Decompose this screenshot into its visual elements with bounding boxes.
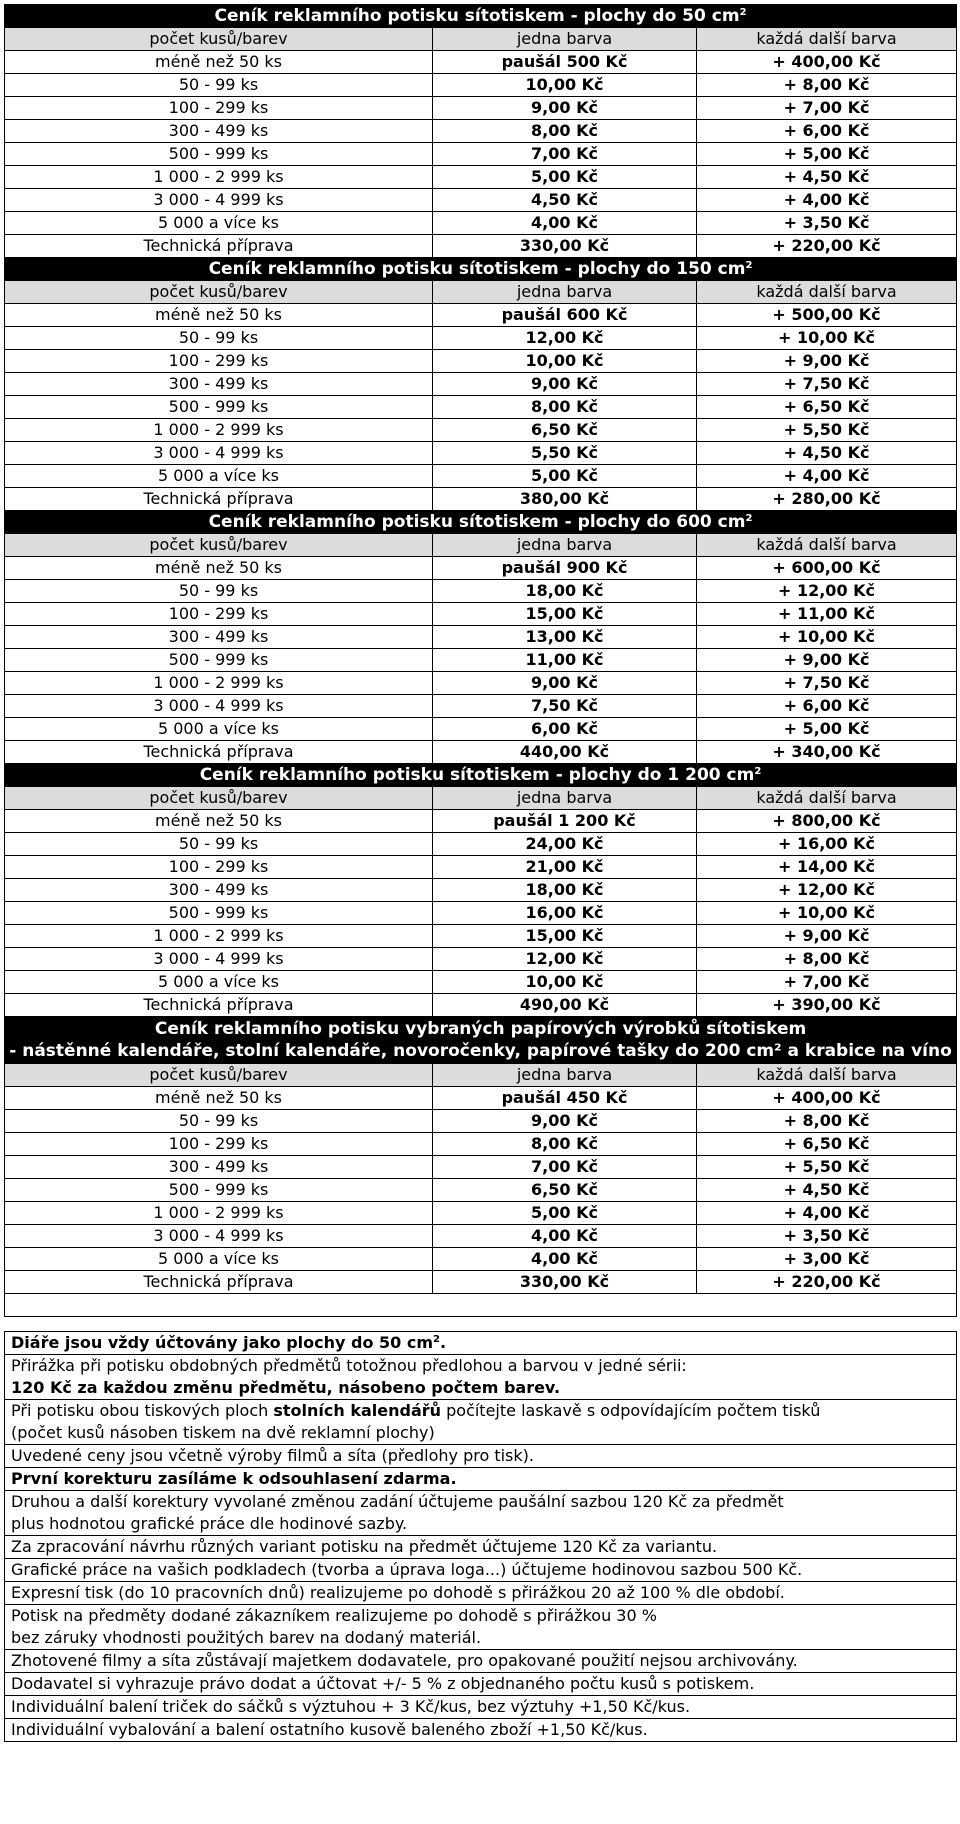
one-color-price-cell: 6,00 Kč	[433, 718, 697, 741]
column-header: jedna barva	[433, 787, 697, 810]
extra-color-price-cell: + 10,00 Kč	[697, 626, 957, 649]
note-text: Za zpracování návrhu různých variant potisku na předmět účtujeme 120 Kč za variantu.	[11, 1537, 718, 1556]
section-title	[5, 1017, 957, 1064]
note-text: Dodavatel si vyhrazuje právo dodat a účtovat +/- 5 % z objednaného počtu kusů s potiskem.	[11, 1674, 755, 1693]
extra-color-price-cell: + 4,50 Kč	[697, 442, 957, 465]
column-header: počet kusů/barev	[5, 281, 433, 304]
table-row	[5, 488, 957, 511]
table-row	[5, 718, 957, 741]
one-color-price-cell: 18,00 Kč	[433, 879, 697, 902]
one-color-price-cell: 10,00 Kč	[433, 74, 697, 97]
note	[5, 1355, 957, 1400]
one-color-price-cell: 440,00 Kč	[433, 741, 697, 764]
one-color-price-cell: 6,50 Kč	[433, 1179, 697, 1202]
table-row	[5, 626, 957, 649]
table-row	[5, 350, 957, 373]
one-color-price-cell: 8,00 Kč	[433, 1133, 697, 1156]
note-row	[5, 1536, 957, 1559]
table-row	[5, 166, 957, 189]
extra-color-price-cell: + 7,00 Kč	[697, 971, 957, 994]
note-text: bez záruky vhodnosti použitých barev na dodaný materiál.	[11, 1628, 482, 1647]
extra-color-price-cell: + 10,00 Kč	[697, 327, 957, 350]
column-header-row	[5, 28, 957, 51]
quantity-cell: 500 - 999 ks	[5, 902, 433, 925]
quantity-cell: Technická příprava	[5, 488, 433, 511]
note	[5, 1468, 957, 1491]
quantity-cell: 100 - 299 ks	[5, 856, 433, 879]
table-row	[5, 925, 957, 948]
extra-color-price-cell: + 400,00 Kč	[697, 51, 957, 74]
section-title	[5, 764, 957, 787]
extra-color-price-cell: + 4,00 Kč	[697, 465, 957, 488]
one-color-price-cell: 8,00 Kč	[433, 120, 697, 143]
column-header: každá další barva	[697, 787, 957, 810]
bold-text: 2	[433, 1334, 440, 1345]
note	[5, 1650, 957, 1673]
one-color-price-cell: paušál 500 Kč	[433, 51, 697, 74]
extra-color-price-cell: + 4,50 Kč	[697, 166, 957, 189]
one-color-price-cell: 330,00 Kč	[433, 1271, 697, 1294]
section-title-line: - nástěnné kalendáře, stolní kalendáře, novoročenky, papírové tašky do 200 cm² a krabice na víno	[9, 1041, 952, 1061]
section-title-row	[5, 511, 957, 534]
quantity-cell: 100 - 299 ks	[5, 97, 433, 120]
extra-color-price-cell: + 800,00 Kč	[697, 810, 957, 833]
table-row	[5, 465, 957, 488]
bold-text: První korekturu zasíláme k odsouhlasení zdarma.	[11, 1469, 457, 1488]
one-color-price-cell: 7,00 Kč	[433, 1156, 697, 1179]
column-header: každá další barva	[697, 534, 957, 557]
quantity-cell: méně než 50 ks	[5, 51, 433, 74]
one-color-price-cell: paušál 1 200 Kč	[433, 810, 697, 833]
section-title-row	[5, 5, 957, 28]
table-row	[5, 304, 957, 327]
table-row	[5, 580, 957, 603]
note	[5, 1445, 957, 1468]
extra-color-price-cell: + 5,00 Kč	[697, 143, 957, 166]
note-row	[5, 1582, 957, 1605]
note-text: plus hodnotou grafické práce dle hodinové sazby.	[11, 1514, 408, 1533]
one-color-price-cell: 380,00 Kč	[433, 488, 697, 511]
section-title	[5, 5, 957, 28]
note-text: Při potisku obou tiskových ploch	[11, 1401, 274, 1420]
superscript: 2	[745, 260, 753, 271]
extra-color-price-cell: + 4,50 Kč	[697, 1179, 957, 1202]
quantity-cell: 3 000 - 4 999 ks	[5, 442, 433, 465]
one-color-price-cell: 7,00 Kč	[433, 143, 697, 166]
quantity-cell: 50 - 99 ks	[5, 327, 433, 350]
quantity-cell: 1 000 - 2 999 ks	[5, 166, 433, 189]
note-text: (počet kusů násoben tiskem na dvě reklamní plochy)	[11, 1423, 435, 1442]
table-row	[5, 603, 957, 626]
quantity-cell: 1 000 - 2 999 ks	[5, 419, 433, 442]
quantity-cell: 100 - 299 ks	[5, 1133, 433, 1156]
note-line	[11, 1491, 956, 1513]
note-row	[5, 1696, 957, 1719]
one-color-price-cell: 5,00 Kč	[433, 465, 697, 488]
table-row	[5, 120, 957, 143]
table-row	[5, 902, 957, 925]
section-title-text: Ceník reklamního potisku sítotiskem - plochy do 50 cm	[214, 6, 740, 26]
extra-color-price-cell: + 340,00 Kč	[697, 741, 957, 764]
note-text: Individuální balení triček do sáčků s výztuhou + 3 Kč/kus, bez výztuhy +1,50 Kč/kus.	[11, 1697, 691, 1716]
extra-color-price-cell: + 4,00 Kč	[697, 189, 957, 212]
one-color-price-cell: 11,00 Kč	[433, 649, 697, 672]
extra-color-price-cell: + 8,00 Kč	[697, 74, 957, 97]
table-row	[5, 419, 957, 442]
note	[5, 1536, 957, 1559]
one-color-price-cell: 13,00 Kč	[433, 626, 697, 649]
note-row	[5, 1491, 957, 1536]
note-text: Individuální vybalování a balení ostatního kusově baleného zboží +1,50 Kč/kus.	[11, 1720, 648, 1739]
one-color-price-cell: paušál 600 Kč	[433, 304, 697, 327]
note	[5, 1605, 957, 1650]
one-color-price-cell: paušál 450 Kč	[433, 1087, 697, 1110]
note	[5, 1696, 957, 1719]
quantity-cell: 300 - 499 ks	[5, 120, 433, 143]
extra-color-price-cell: + 16,00 Kč	[697, 833, 957, 856]
note-row	[5, 1468, 957, 1491]
note-line	[11, 1355, 956, 1377]
one-color-price-cell: 6,50 Kč	[433, 419, 697, 442]
extra-color-price-cell: + 5,00 Kč	[697, 718, 957, 741]
quantity-cell: 50 - 99 ks	[5, 1110, 433, 1133]
note-text: Expresní tisk (do 10 pracovních dnů) realizujeme po dohodě s přirážkou 20 až 100 % dle období.	[11, 1583, 785, 1602]
extra-color-price-cell: + 3,50 Kč	[697, 212, 957, 235]
extra-color-price-cell: + 8,00 Kč	[697, 1110, 957, 1133]
quantity-cell: 5 000 a více ks	[5, 465, 433, 488]
superscript: 2	[739, 7, 747, 18]
note-line	[11, 1605, 956, 1627]
column-header: jedna barva	[433, 534, 697, 557]
section-title-text: Ceník reklamního potisku sítotiskem - plochy do 150 cm	[208, 259, 746, 279]
section-title-line: Ceník reklamního potisku vybraných papírových výrobků sítotiskem	[154, 1019, 807, 1039]
quantity-cell: 300 - 499 ks	[5, 373, 433, 396]
table-row	[5, 212, 957, 235]
quantity-cell: 5 000 a více ks	[5, 1248, 433, 1271]
table-row	[5, 97, 957, 120]
extra-color-price-cell: + 600,00 Kč	[697, 557, 957, 580]
quantity-cell: 5 000 a více ks	[5, 971, 433, 994]
one-color-price-cell: 330,00 Kč	[433, 235, 697, 258]
note-row	[5, 1400, 957, 1445]
extra-color-price-cell: + 10,00 Kč	[697, 902, 957, 925]
one-color-price-cell: 9,00 Kč	[433, 672, 697, 695]
note-row	[5, 1673, 957, 1696]
note-line	[11, 1377, 956, 1399]
spacer-row	[5, 1294, 957, 1317]
column-header: jedna barva	[433, 1064, 697, 1087]
note	[5, 1400, 957, 1445]
quantity-cell: 3 000 - 4 999 ks	[5, 1225, 433, 1248]
note	[5, 1559, 957, 1582]
extra-color-price-cell: + 220,00 Kč	[697, 1271, 957, 1294]
note-text: Grafické práce na vašich podkladech (tvorba a úprava loga...) účtujeme hodinovou sazbou 500 Kč.	[11, 1560, 803, 1579]
one-color-price-cell: 18,00 Kč	[433, 580, 697, 603]
table-row	[5, 1248, 957, 1271]
one-color-price-cell: 4,00 Kč	[433, 212, 697, 235]
quantity-cell: méně než 50 ks	[5, 810, 433, 833]
bold-text: 120 Kč za každou změnu předmětu, násobeno počtem barev.	[11, 1378, 561, 1397]
quantity-cell: 500 - 999 ks	[5, 649, 433, 672]
one-color-price-cell: 12,00 Kč	[433, 327, 697, 350]
column-header: každá další barva	[697, 28, 957, 51]
table-row	[5, 143, 957, 166]
note	[5, 1673, 957, 1696]
table-row	[5, 879, 957, 902]
note-row	[5, 1605, 957, 1650]
table-row	[5, 74, 957, 97]
column-header-row	[5, 534, 957, 557]
one-color-price-cell: 5,50 Kč	[433, 442, 697, 465]
extra-color-price-cell: + 12,00 Kč	[697, 879, 957, 902]
note-row	[5, 1650, 957, 1673]
column-header: každá další barva	[697, 1064, 957, 1087]
column-header-row	[5, 1064, 957, 1087]
column-header: počet kusů/barev	[5, 1064, 433, 1087]
column-header: každá další barva	[697, 281, 957, 304]
table-row	[5, 1087, 957, 1110]
extra-color-price-cell: + 9,00 Kč	[697, 925, 957, 948]
note-line	[11, 1513, 956, 1535]
extra-color-price-cell: + 12,00 Kč	[697, 580, 957, 603]
extra-color-price-cell: + 7,00 Kč	[697, 97, 957, 120]
one-color-price-cell: 490,00 Kč	[433, 994, 697, 1017]
one-color-price-cell: 8,00 Kč	[433, 396, 697, 419]
extra-color-price-cell: + 390,00 Kč	[697, 994, 957, 1017]
one-color-price-cell: 7,50 Kč	[433, 695, 697, 718]
extra-color-price-cell: + 3,00 Kč	[697, 1248, 957, 1271]
table-row	[5, 695, 957, 718]
table-row	[5, 235, 957, 258]
table-row	[5, 1156, 957, 1179]
extra-color-price-cell: + 6,50 Kč	[697, 1133, 957, 1156]
table-row	[5, 672, 957, 695]
quantity-cell: 50 - 99 ks	[5, 580, 433, 603]
one-color-price-cell: 10,00 Kč	[433, 971, 697, 994]
extra-color-price-cell: + 9,00 Kč	[697, 649, 957, 672]
spacer	[5, 1294, 957, 1317]
quantity-cell: 100 - 299 ks	[5, 603, 433, 626]
quantity-cell: Technická příprava	[5, 741, 433, 764]
note	[5, 1491, 957, 1536]
one-color-price-cell: 15,00 Kč	[433, 925, 697, 948]
note-row	[5, 1445, 957, 1468]
table-row	[5, 1133, 957, 1156]
extra-color-price-cell: + 7,50 Kč	[697, 373, 957, 396]
table-row	[5, 51, 957, 74]
extra-color-price-cell: + 220,00 Kč	[697, 235, 957, 258]
table-row	[5, 327, 957, 350]
quantity-cell: 300 - 499 ks	[5, 1156, 433, 1179]
section-title	[5, 511, 957, 534]
table-row	[5, 810, 957, 833]
extra-color-price-cell: + 7,50 Kč	[697, 672, 957, 695]
one-color-price-cell: 16,00 Kč	[433, 902, 697, 925]
quantity-cell: 3 000 - 4 999 ks	[5, 948, 433, 971]
table-row	[5, 948, 957, 971]
note-line	[11, 1422, 956, 1444]
column-header: počet kusů/barev	[5, 787, 433, 810]
section-title-row	[5, 764, 957, 787]
extra-color-price-cell: + 4,00 Kč	[697, 1202, 957, 1225]
one-color-price-cell: 4,00 Kč	[433, 1225, 697, 1248]
note-text: Přirážka při potisku obdobných předmětů totožnou předlohou a barvou v jedné sérii:	[11, 1356, 687, 1375]
one-color-price-cell: 4,50 Kč	[433, 189, 697, 212]
section-title	[5, 258, 957, 281]
superscript: 2	[754, 766, 762, 777]
table-row	[5, 971, 957, 994]
table-row	[5, 189, 957, 212]
note	[5, 1719, 957, 1742]
note-row	[5, 1719, 957, 1742]
bold-text: .	[440, 1333, 447, 1352]
quantity-cell: 500 - 999 ks	[5, 1179, 433, 1202]
one-color-price-cell: 5,00 Kč	[433, 166, 697, 189]
one-color-price-cell: 21,00 Kč	[433, 856, 697, 879]
table-row	[5, 1202, 957, 1225]
table-row	[5, 1271, 957, 1294]
extra-color-price-cell: + 400,00 Kč	[697, 1087, 957, 1110]
gap	[5, 1317, 957, 1332]
quantity-cell: Technická příprava	[5, 235, 433, 258]
one-color-price-cell: 15,00 Kč	[433, 603, 697, 626]
bold-text: stolních kalendářů	[273, 1401, 442, 1420]
quantity-cell: 3 000 - 4 999 ks	[5, 189, 433, 212]
note-text: Potisk na předměty dodané zákazníkem realizujeme po dohodě s přirážkou 30 %	[11, 1606, 657, 1625]
quantity-cell: Technická příprava	[5, 1271, 433, 1294]
note	[5, 1582, 957, 1605]
extra-color-price-cell: + 500,00 Kč	[697, 304, 957, 327]
table-row	[5, 856, 957, 879]
price-table	[4, 4, 957, 1742]
extra-color-price-cell: + 11,00 Kč	[697, 603, 957, 626]
note-line	[11, 1627, 956, 1649]
gap-row	[5, 1317, 957, 1332]
quantity-cell: 1 000 - 2 999 ks	[5, 1202, 433, 1225]
column-header-row	[5, 787, 957, 810]
extra-color-price-cell: + 6,00 Kč	[697, 120, 957, 143]
table-row	[5, 994, 957, 1017]
extra-color-price-cell: + 3,50 Kč	[697, 1225, 957, 1248]
note-text: počítejte laskavě s odpovídajícím počtem tisků	[441, 1401, 821, 1420]
note-text: Zhotovené filmy a síta zůstávají majetkem dodavatele, pro opakované použití nejsou archivovány.	[11, 1651, 798, 1670]
note-text: Uvedené ceny jsou včetně výroby filmů a síta (předlohy pro tisk).	[11, 1446, 534, 1465]
section-title-text: Ceník reklamního potisku sítotiskem - plochy do 600 cm	[208, 512, 746, 532]
table-row	[5, 1225, 957, 1248]
table-row	[5, 1179, 957, 1202]
quantity-cell: 500 - 999 ks	[5, 143, 433, 166]
quantity-cell: 500 - 999 ks	[5, 396, 433, 419]
note-text: Druhou a další korektury vyvolané změnou zadání účtujeme paušální sazbou 120 Kč za předmět	[11, 1492, 784, 1511]
quantity-cell: 1 000 - 2 999 ks	[5, 925, 433, 948]
section-title-text: Ceník reklamního potisku sítotiskem - plochy do 1 200 cm	[199, 765, 755, 785]
column-header-row	[5, 281, 957, 304]
table-row	[5, 833, 957, 856]
quantity-cell: 50 - 99 ks	[5, 74, 433, 97]
column-header: počet kusů/barev	[5, 534, 433, 557]
note-row	[5, 1332, 957, 1355]
extra-color-price-cell: + 280,00 Kč	[697, 488, 957, 511]
quantity-cell: 5 000 a více ks	[5, 718, 433, 741]
one-color-price-cell: 5,00 Kč	[433, 1202, 697, 1225]
one-color-price-cell: 9,00 Kč	[433, 97, 697, 120]
extra-color-price-cell: + 6,00 Kč	[697, 695, 957, 718]
quantity-cell: 300 - 499 ks	[5, 879, 433, 902]
table-row	[5, 442, 957, 465]
note-row	[5, 1559, 957, 1582]
table-row	[5, 396, 957, 419]
extra-color-price-cell: + 5,50 Kč	[697, 1156, 957, 1179]
extra-color-price-cell: + 6,50 Kč	[697, 396, 957, 419]
one-color-price-cell: 12,00 Kč	[433, 948, 697, 971]
quantity-cell: 3 000 - 4 999 ks	[5, 695, 433, 718]
note	[5, 1332, 957, 1355]
extra-color-price-cell: + 14,00 Kč	[697, 856, 957, 879]
bold-text: Diáře jsou vždy účtovány jako plochy do 50 cm	[11, 1333, 434, 1352]
column-header: jedna barva	[433, 28, 697, 51]
quantity-cell: 100 - 299 ks	[5, 350, 433, 373]
one-color-price-cell: 9,00 Kč	[433, 1110, 697, 1133]
table-row	[5, 373, 957, 396]
quantity-cell: 50 - 99 ks	[5, 833, 433, 856]
quantity-cell: 5 000 a více ks	[5, 212, 433, 235]
quantity-cell: méně než 50 ks	[5, 1087, 433, 1110]
table-row	[5, 649, 957, 672]
section-title-row	[5, 1017, 957, 1064]
note-line	[11, 1400, 956, 1422]
column-header: počet kusů/barev	[5, 28, 433, 51]
quantity-cell: méně než 50 ks	[5, 304, 433, 327]
table-row	[5, 1110, 957, 1133]
note-row	[5, 1355, 957, 1400]
extra-color-price-cell: + 5,50 Kč	[697, 419, 957, 442]
quantity-cell: 1 000 - 2 999 ks	[5, 672, 433, 695]
one-color-price-cell: 4,00 Kč	[433, 1248, 697, 1271]
one-color-price-cell: 24,00 Kč	[433, 833, 697, 856]
extra-color-price-cell: + 8,00 Kč	[697, 948, 957, 971]
one-color-price-cell: 10,00 Kč	[433, 350, 697, 373]
table-row	[5, 557, 957, 580]
superscript: 2	[745, 513, 753, 524]
one-color-price-cell: paušál 900 Kč	[433, 557, 697, 580]
table-row	[5, 741, 957, 764]
quantity-cell: Technická příprava	[5, 994, 433, 1017]
quantity-cell: 300 - 499 ks	[5, 626, 433, 649]
quantity-cell: méně než 50 ks	[5, 557, 433, 580]
column-header: jedna barva	[433, 281, 697, 304]
one-color-price-cell: 9,00 Kč	[433, 373, 697, 396]
section-title-row	[5, 258, 957, 281]
extra-color-price-cell: + 9,00 Kč	[697, 350, 957, 373]
